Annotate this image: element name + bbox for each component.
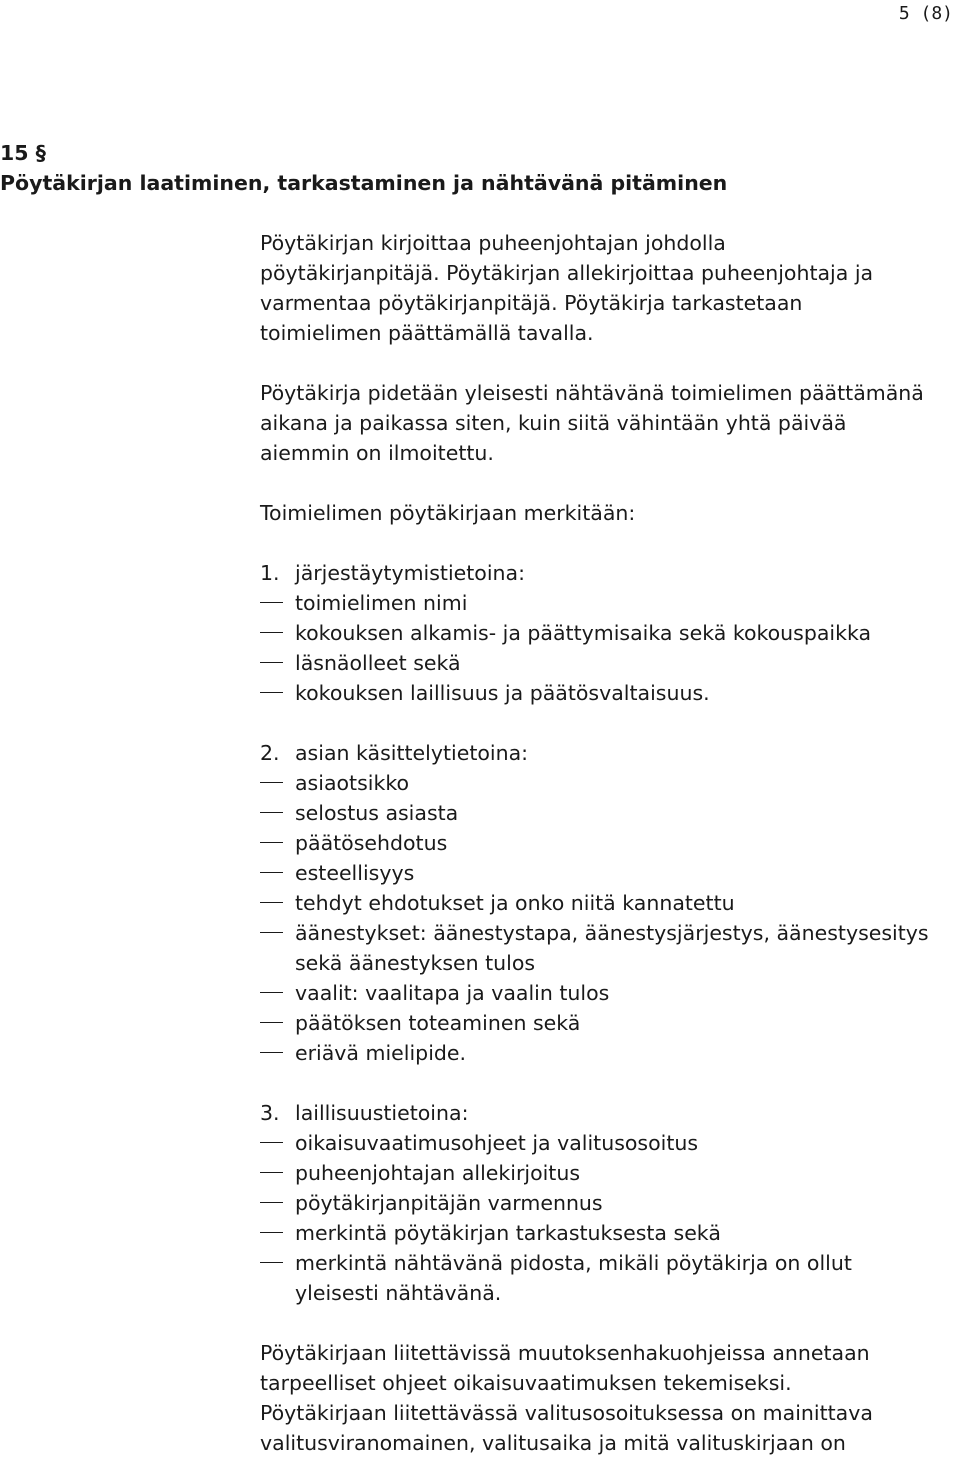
dash-bullet-icon	[260, 1142, 283, 1143]
paragraph-minutes-writing	[260, 228, 960, 348]
dash-bullet-icon	[260, 1052, 283, 1053]
list-item-text: toimielimen nimi	[295, 591, 468, 615]
document-body	[260, 228, 960, 1458]
dash-bullet-icon	[260, 992, 283, 993]
text-line: tarpeelliset ohjeet oikaisuvaatimuksen tekemiseksi.	[260, 1371, 792, 1395]
dash-bullet-icon	[260, 1172, 283, 1173]
text-line: aiemmin on ilmoitettu.	[260, 441, 494, 465]
list-item	[260, 678, 960, 708]
list-item	[260, 888, 960, 918]
dash-bullet-icon	[260, 1202, 283, 1203]
list-item-text: vaalit: vaalitapa ja vaalin tulos	[295, 981, 610, 1005]
dash-bullet-icon	[260, 902, 283, 903]
text-line: aikana ja paikassa siten, kuin siitä vähintään yhtä päivää	[260, 411, 847, 435]
text-line: Pöytäkirjaan liitettävissä muutoksenhakuohjeissa annetaan	[260, 1341, 870, 1365]
list-heading-text: laillisuustietoina:	[295, 1101, 469, 1125]
dash-bullet-icon	[260, 1262, 283, 1263]
dash-bullet-icon	[260, 782, 283, 783]
list-heading-text: asian käsittelytietoina:	[295, 741, 529, 765]
list-item	[260, 918, 960, 978]
dash-bullet-icon	[260, 662, 283, 663]
paragraph-recorded-intro: Toimielimen pöytäkirjaan merkitään:	[260, 501, 636, 525]
list-item	[260, 1038, 960, 1068]
list-item	[260, 618, 960, 648]
list-item-text: merkintä nähtävänä pidosta, mikäli pöytäkirja on ollut	[295, 1251, 852, 1275]
dash-bullet-icon	[260, 632, 283, 633]
list-heading	[260, 738, 960, 768]
list-item	[260, 588, 960, 618]
list-item	[260, 828, 960, 858]
list-item-text: kokouksen laillisuus ja päätösvaltaisuus.	[295, 681, 710, 705]
list-legality-info	[260, 1098, 960, 1308]
list-item	[260, 1128, 960, 1158]
text-line: Pöytäkirja pidetään yleisesti nähtävänä toimielimen päättämänä	[260, 381, 924, 405]
list-case-handling-info	[260, 738, 960, 1068]
page-number: 5 (8)	[898, 3, 953, 24]
list-item	[260, 1218, 960, 1248]
dash-bullet-icon	[260, 842, 283, 843]
dash-bullet-icon	[260, 932, 283, 933]
dash-bullet-icon	[260, 812, 283, 813]
list-heading	[260, 1098, 960, 1128]
dash-bullet-icon	[260, 692, 283, 693]
list-number: 2.	[260, 741, 280, 765]
list-item-text: eriävä mielipide.	[295, 1041, 467, 1065]
list-item-text: esteellisyys	[295, 861, 415, 885]
dash-bullet-icon	[260, 1232, 283, 1233]
list-item	[260, 648, 960, 678]
list-number: 3.	[260, 1101, 280, 1125]
list-item-text: merkintä pöytäkirjan tarkastuksesta sekä	[295, 1221, 721, 1245]
list-item-text: päätöksen toteaminen sekä	[295, 1011, 581, 1035]
section-number: 15 §	[0, 141, 46, 165]
text-line: Pöytäkirjaan liitettävässä valitusosoituksessa on mainittava	[260, 1401, 873, 1425]
list-item-text: selostus asiasta	[295, 801, 459, 825]
list-item	[260, 1158, 960, 1188]
list-organization-info	[260, 558, 960, 708]
list-item	[260, 1188, 960, 1218]
list-heading	[260, 558, 960, 588]
list-item-text-continuation: sekä äänestyksen tulos	[295, 951, 536, 975]
list-item	[260, 978, 960, 1008]
text-line: varmentaa pöytäkirjanpitäjä. Pöytäkirja tarkastetaan	[260, 291, 803, 315]
list-item	[260, 1008, 960, 1038]
list-item-text: oikaisuvaatimusohjeet ja valitusosoitus	[295, 1131, 699, 1155]
text-line: valitusviranomainen, valitusaika ja mitä valituskirjaan on	[260, 1431, 846, 1455]
list-item-text: läsnäolleet sekä	[295, 651, 461, 675]
list-item-text: tehdyt ehdotukset ja onko niitä kannatettu	[295, 891, 735, 915]
list-item	[260, 1248, 960, 1308]
list-heading-text: järjestäytymistietoina:	[295, 561, 526, 585]
paragraph-appeal-instructions	[260, 1338, 960, 1458]
dash-bullet-icon	[260, 872, 283, 873]
paragraph-public-display	[260, 378, 960, 468]
list-item	[260, 768, 960, 798]
list-item	[260, 798, 960, 828]
dash-bullet-icon	[260, 1022, 283, 1023]
list-item	[260, 858, 960, 888]
text-line: Pöytäkirjan kirjoittaa puheenjohtajan johdolla	[260, 231, 726, 255]
list-number: 1.	[260, 561, 280, 585]
list-item-text: asiaotsikko	[295, 771, 410, 795]
section-title: Pöytäkirjan laatiminen, tarkastaminen ja nähtävänä pitäminen	[0, 171, 728, 195]
list-item-text-continuation: yleisesti nähtävänä.	[295, 1281, 502, 1305]
text-line: pöytäkirjanpitäjä. Pöytäkirjan allekirjoittaa puheenjohtaja ja	[260, 261, 874, 285]
dash-bullet-icon	[260, 602, 283, 603]
text-line: toimielimen päättämällä tavalla.	[260, 321, 594, 345]
list-item-text: pöytäkirjanpitäjän varmennus	[295, 1191, 603, 1215]
list-item-text: päätösehdotus	[295, 831, 448, 855]
list-item-text: äänestykset: äänestystapa, äänestysjärjestys, äänestysesitys	[295, 921, 929, 945]
list-item-text: kokouksen alkamis- ja päättymisaika sekä kokouspaikka	[295, 621, 872, 645]
list-item-text: puheenjohtajan allekirjoitus	[295, 1161, 581, 1185]
